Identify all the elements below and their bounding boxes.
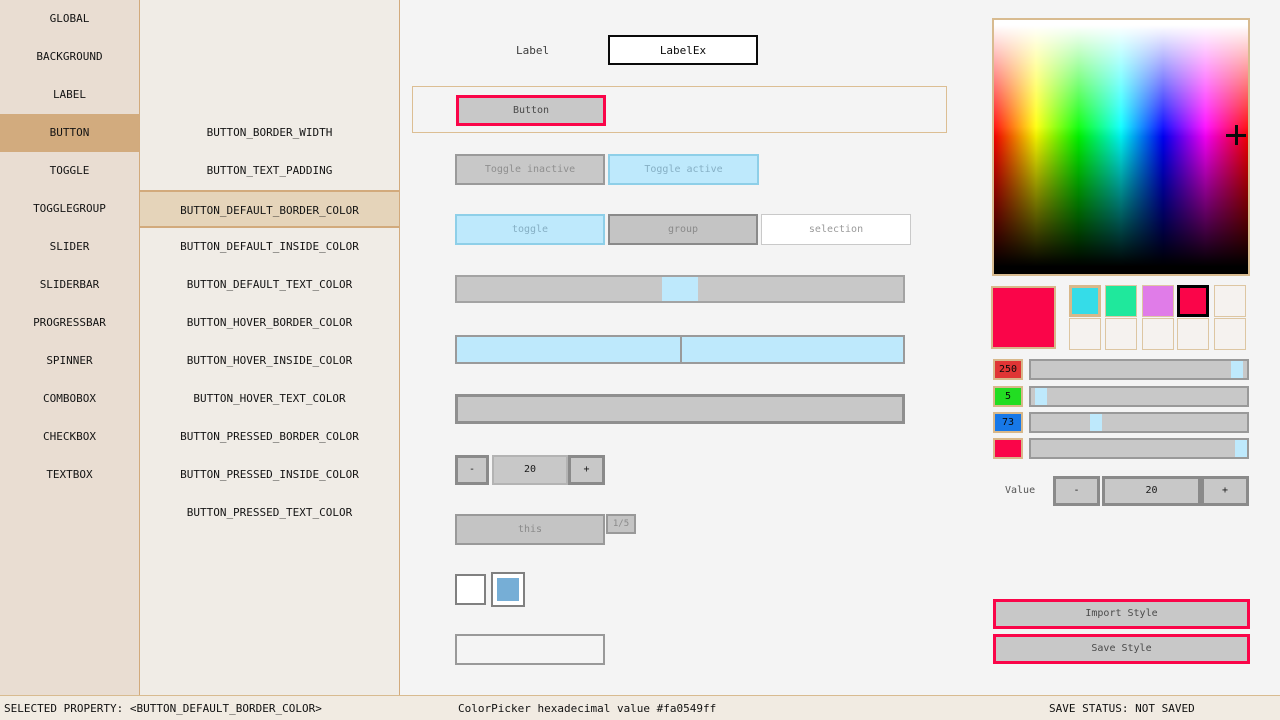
preview-checkbox-unchecked[interactable] xyxy=(455,574,486,605)
value-spinner-value: 20 xyxy=(1102,476,1201,506)
saved-swatch-3[interactable] xyxy=(1142,285,1174,317)
property-item-pressed-inside-color[interactable]: BUTTON_PRESSED_INSIDE_COLOR xyxy=(180,468,359,481)
property-item-hover-inside-color[interactable]: BUTTON_HOVER_INSIDE_COLOR xyxy=(186,354,353,367)
saved-swatch-10-empty[interactable] xyxy=(1214,318,1246,350)
sidebar-item-global[interactable]: GLOBAL xyxy=(49,12,90,25)
preview-spinner-plus-button[interactable]: + xyxy=(568,455,605,485)
preview-label-caption: Label xyxy=(516,44,550,57)
selected-property-status: SELECTED PROPERTY: <BUTTON_DEFAULT_BORDER_COLOR> xyxy=(4,702,322,715)
preview-togglegroup-selection[interactable]: selection xyxy=(761,214,911,245)
blue-channel-badge: 73 xyxy=(993,412,1023,433)
colorpicker-hex-status: ColorPicker hexadecimal value #fa0549ff xyxy=(458,702,717,715)
component-sidebar xyxy=(0,0,139,695)
slider-handle[interactable] xyxy=(662,277,698,301)
property-panel xyxy=(139,0,400,695)
alpha-channel-slider[interactable] xyxy=(1029,438,1249,459)
preview-combobox[interactable]: this xyxy=(455,514,605,545)
sidebar-item-sliderbar[interactable]: SLIDERBAR xyxy=(39,278,100,291)
save-status: SAVE STATUS: NOT SAVED xyxy=(1049,702,1195,715)
green-channel-badge: 5 xyxy=(993,386,1023,407)
sidebar-item-textbox[interactable]: TEXTBOX xyxy=(46,468,93,481)
preview-togglegroup-group[interactable]: group xyxy=(608,214,758,245)
saved-swatch-7-empty[interactable] xyxy=(1105,318,1137,350)
preview-combobox-page-indicator: 1/5 xyxy=(606,514,636,534)
property-item-default-inside-color[interactable]: BUTTON_DEFAULT_INSIDE_COLOR xyxy=(180,240,359,253)
preview-checkbox-checked[interactable] xyxy=(491,572,525,607)
preview-spinner-value: 20 xyxy=(492,455,568,485)
property-item-pressed-border-color[interactable]: BUTTON_PRESSED_BORDER_COLOR xyxy=(180,430,359,443)
property-item-pressed-text-color[interactable]: BUTTON_PRESSED_TEXT_COLOR xyxy=(186,506,353,519)
sidebar-item-checkbox[interactable]: CHECKBOX xyxy=(43,430,96,443)
sidebar-item-combobox[interactable]: COMBOBOX xyxy=(43,392,96,405)
red-channel-slider[interactable] xyxy=(1029,359,1249,380)
value-spinner-plus-button[interactable]: + xyxy=(1201,476,1249,506)
checkbox-check-mark xyxy=(497,578,519,601)
preview-textbox[interactable] xyxy=(455,634,605,665)
sliderbar-divider xyxy=(680,337,682,362)
property-item-text-padding[interactable]: BUTTON_TEXT_PADDING xyxy=(206,164,333,177)
sidebar-item-toggle[interactable]: TOGGLE xyxy=(49,164,90,177)
save-style-button[interactable]: Save Style xyxy=(993,634,1250,664)
alpha-slider-handle[interactable] xyxy=(1235,440,1247,457)
green-slider-handle[interactable] xyxy=(1035,388,1047,405)
colorpicker-gradient[interactable] xyxy=(992,18,1250,276)
preview-sliderbar[interactable] xyxy=(455,335,905,364)
green-channel-slider[interactable] xyxy=(1029,386,1249,407)
sidebar-item-label[interactable]: LABEL xyxy=(52,88,87,101)
saved-swatch-6-empty[interactable] xyxy=(1069,318,1101,350)
value-spinner-minus-button[interactable]: - xyxy=(1053,476,1100,506)
property-item-border-width[interactable]: BUTTON_BORDER_WIDTH xyxy=(206,126,333,139)
blue-channel-slider[interactable] xyxy=(1029,412,1249,433)
preview-toggle-inactive[interactable]: Toggle inactive xyxy=(455,154,605,185)
saved-swatch-4-selected[interactable] xyxy=(1177,285,1209,317)
import-style-button[interactable]: Import Style xyxy=(993,599,1250,629)
property-item-default-border-color[interactable]: BUTTON_DEFAULT_BORDER_COLOR xyxy=(140,190,399,228)
saved-swatch-9-empty[interactable] xyxy=(1177,318,1209,350)
property-list xyxy=(140,114,399,532)
preview-toggle-active[interactable]: Toggle active xyxy=(608,154,759,185)
saved-swatch-5-empty[interactable] xyxy=(1214,285,1246,317)
property-item-hover-text-color[interactable]: BUTTON_HOVER_TEXT_COLOR xyxy=(193,392,346,405)
preview-spinner-minus-button[interactable]: - xyxy=(455,455,489,485)
preview-togglegroup-toggle[interactable]: toggle xyxy=(455,214,605,245)
value-label: Value xyxy=(1005,485,1036,496)
alpha-channel-badge xyxy=(993,438,1023,459)
preview-label-value: LabelEx xyxy=(608,35,758,65)
sidebar-item-background[interactable]: BACKGROUND xyxy=(36,50,103,63)
property-item-default-text-color[interactable]: BUTTON_DEFAULT_TEXT_COLOR xyxy=(186,278,353,291)
saved-swatch-1[interactable] xyxy=(1069,285,1101,317)
blue-slider-handle[interactable] xyxy=(1090,414,1102,431)
sidebar-item-progressbar[interactable]: PROGRESSBAR xyxy=(33,316,106,329)
saved-swatch-2[interactable] xyxy=(1105,285,1137,317)
preview-button[interactable]: Button xyxy=(456,95,606,126)
red-slider-handle[interactable] xyxy=(1231,361,1243,378)
crosshair-icon[interactable] xyxy=(1226,125,1246,145)
preview-progressbar xyxy=(455,394,905,424)
red-channel-badge: 250 xyxy=(993,359,1023,380)
sidebar-item-button[interactable]: BUTTON xyxy=(0,114,139,152)
sidebar-item-togglegroup[interactable]: TOGGLEGROUP xyxy=(33,202,106,215)
sidebar-item-slider[interactable]: SLIDER xyxy=(49,240,90,253)
current-color-swatch xyxy=(991,286,1056,349)
preview-button-frame xyxy=(412,86,947,133)
saved-swatch-8-empty[interactable] xyxy=(1142,318,1174,350)
sidebar-item-spinner[interactable]: SPINNER xyxy=(46,354,93,367)
property-item-hover-border-color[interactable]: BUTTON_HOVER_BORDER_COLOR xyxy=(186,316,353,329)
status-bar xyxy=(0,695,1280,720)
preview-slider[interactable] xyxy=(455,275,905,303)
